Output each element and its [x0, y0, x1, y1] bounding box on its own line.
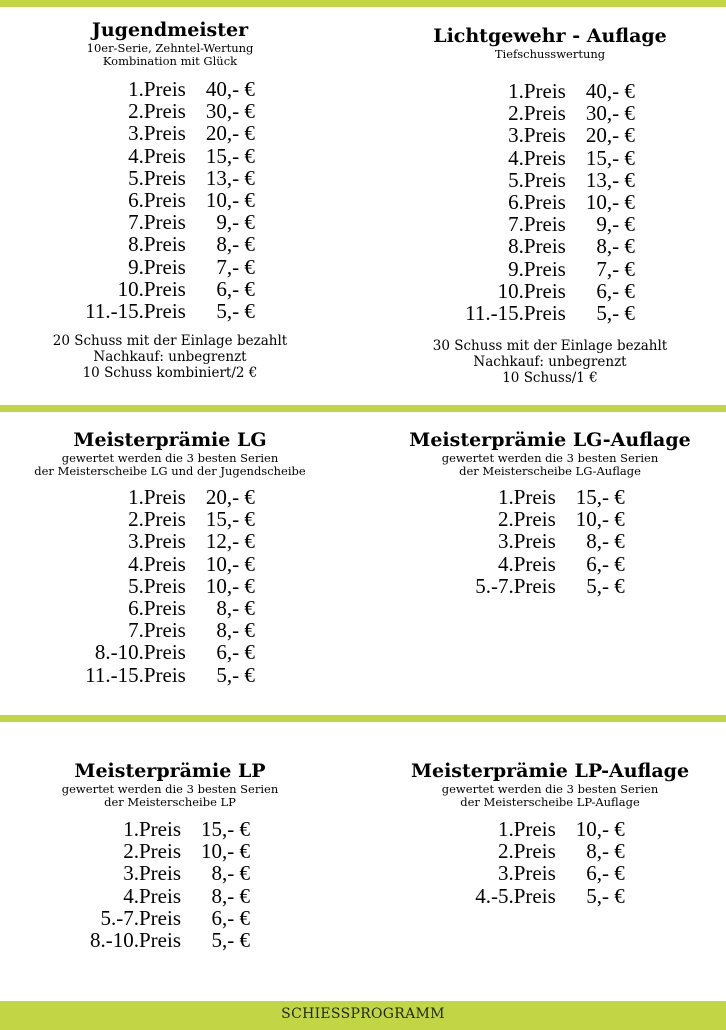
- prize-rank: 2.Preis: [498, 839, 556, 864]
- prize-row: [475, 508, 625, 530]
- prize-row: [90, 907, 250, 929]
- prize-row: [475, 486, 625, 508]
- section-divider-1: [0, 405, 726, 412]
- prize-amount: 10,- €: [575, 507, 625, 532]
- prize-rank: 3.Preis: [508, 123, 566, 148]
- prize-amount: 30,- €: [205, 99, 255, 124]
- prize-table: [90, 818, 250, 951]
- prize-rank: 2.Preis: [128, 99, 186, 124]
- prize-row: [85, 122, 255, 144]
- prize-rank: 11.-15.Preis: [85, 662, 186, 687]
- prize-row: [90, 840, 250, 862]
- prize-row: [85, 100, 255, 122]
- prize-amount: 5,- €: [596, 301, 635, 326]
- prize-rank: 5.-7.Preis: [475, 573, 556, 598]
- prize-amount: 20,- €: [205, 485, 255, 509]
- prize-amount: 7,- €: [216, 254, 255, 279]
- prize-row: [465, 147, 635, 169]
- footer-bar: SCHIESSPROGRAMM: [0, 1001, 726, 1030]
- prize-rank: 4.-5.Preis: [475, 883, 556, 908]
- prize-rank: 1.Preis: [498, 485, 556, 509]
- prize-rank: 5.-7.Preis: [100, 905, 181, 930]
- prize-row: [85, 553, 255, 575]
- prize-rank: 1.Preis: [123, 817, 181, 841]
- prize-rank: 8.Preis: [128, 232, 186, 257]
- prize-row: [85, 167, 255, 189]
- prize-rank: 4.Preis: [498, 551, 556, 576]
- section-subtitle: der Meisterscheibe LP-Auflage: [460, 795, 640, 809]
- prize-rank: 2.Preis: [498, 507, 556, 532]
- section-note: 10 Schuss kombiniert/2 €: [82, 365, 258, 382]
- prize-amount: 15,- €: [205, 507, 255, 532]
- prize-rank: 6.Preis: [508, 190, 566, 215]
- prize-rank: 7.Preis: [508, 212, 566, 237]
- prize-amount: 6,- €: [596, 278, 635, 303]
- prize-rank: 3.Preis: [123, 861, 181, 886]
- prize-amount: 6,- €: [586, 861, 625, 886]
- prize-rank: 6.Preis: [128, 188, 186, 213]
- prize-row: [85, 211, 255, 233]
- prize-rank: 4.Preis: [128, 551, 186, 576]
- prize-rank: 8.-10.Preis: [94, 640, 186, 665]
- prize-amount: 40,- €: [205, 77, 255, 101]
- section-title: Meisterprämie LP-Auflage: [410, 760, 690, 782]
- prize-rank: 7.Preis: [128, 210, 186, 235]
- prize-row: [465, 102, 635, 124]
- prize-amount: 40,- €: [585, 79, 635, 103]
- prize-amount: 6,- €: [216, 276, 255, 301]
- section-subtitle: gewertet werden die 3 besten Serien: [441, 451, 659, 465]
- prize-row: [465, 258, 635, 280]
- prize-amount: 5,- €: [216, 299, 255, 324]
- prize-amount: 5,- €: [211, 928, 250, 953]
- prize-rank: 8.-10.Preis: [90, 928, 181, 953]
- prize-amount: 8,- €: [586, 529, 625, 554]
- section-title: Lichtgewehr - Auflage: [433, 25, 667, 47]
- prize-row: [85, 575, 255, 597]
- prize-amount: 6,- €: [586, 551, 625, 576]
- section-subtitle: 10er-Serie, Zehntel-Wertung: [86, 41, 254, 55]
- section-title: Meisterprämie LG: [73, 429, 267, 451]
- section-subtitle: der Meisterscheibe LP: [104, 795, 236, 809]
- prize-table: [475, 818, 625, 907]
- section-subtitle: Kombination mit Glück: [102, 54, 238, 68]
- prize-amount: 8,- €: [216, 232, 255, 257]
- section-meisterpraemie-lp-auflage: [372, 759, 726, 907]
- prize-amount: 8,- €: [216, 618, 255, 643]
- prize-amount: 20,- €: [585, 123, 635, 148]
- prize-rank: 10.Preis: [117, 276, 186, 301]
- prize-row: [465, 191, 635, 213]
- prize-row: [465, 235, 635, 257]
- section-title: Meisterprämie LG-Auflage: [409, 429, 691, 451]
- section-jugendmeister: [0, 18, 340, 381]
- prize-row: [85, 300, 255, 322]
- prize-rank: 3.Preis: [498, 529, 556, 554]
- prize-rank: 11.-15.Preis: [465, 301, 566, 326]
- prize-rank: 4.Preis: [123, 883, 181, 908]
- section-subtitle: gewertet werden die 3 besten Serien: [441, 782, 659, 796]
- prize-row: [465, 213, 635, 235]
- prize-amount: 15,- €: [205, 143, 255, 168]
- prize-amount: 15,- €: [201, 817, 250, 841]
- prize-amount: 6,- €: [211, 905, 250, 930]
- prize-amount: 8,- €: [211, 883, 250, 908]
- section-lichtgewehr: [372, 24, 726, 386]
- prize-row: [85, 641, 255, 663]
- prize-amount: 7,- €: [596, 256, 635, 281]
- prize-row: [465, 124, 635, 146]
- section-subtitle: der Meisterscheibe LG-Auflage: [459, 464, 641, 478]
- prize-row: [85, 189, 255, 211]
- prize-amount: 10,- €: [201, 839, 250, 864]
- prize-amount: 5,- €: [216, 662, 255, 687]
- prize-rank: 2.Preis: [508, 101, 566, 126]
- section-subtitle: gewertet werden die 3 besten Serien: [61, 782, 279, 796]
- prize-rank: 3.Preis: [128, 529, 186, 554]
- prize-row: [465, 302, 635, 324]
- prize-row: [475, 862, 625, 884]
- prize-rank: 8.Preis: [508, 234, 566, 259]
- prize-rank: 5.Preis: [128, 165, 186, 190]
- prize-rank: 3.Preis: [128, 121, 186, 146]
- prize-rank: 4.Preis: [128, 143, 186, 168]
- prize-rank: 9.Preis: [508, 256, 566, 281]
- prize-rank: 6.Preis: [128, 596, 186, 621]
- prize-row: [475, 553, 625, 575]
- prize-rank: 2.Preis: [123, 839, 181, 864]
- prize-row: [475, 575, 625, 597]
- prize-amount: 10,- €: [205, 551, 255, 576]
- prize-rank: 3.Preis: [498, 861, 556, 886]
- prize-table: [475, 486, 625, 597]
- prize-row: [90, 862, 250, 884]
- prize-row: [85, 597, 255, 619]
- prize-rank: 5.Preis: [508, 167, 566, 192]
- prize-amount: 12,- €: [205, 529, 255, 554]
- prize-amount: 15,- €: [575, 485, 625, 509]
- section-note: Nachkauf: unbegrenzt: [93, 349, 247, 366]
- prize-rank: 10.Preis: [497, 278, 566, 303]
- section-divider-2: [0, 715, 726, 722]
- prize-table: [85, 78, 255, 322]
- section-subtitle: der Meisterscheibe LG und der Jugendscheibe: [34, 464, 306, 478]
- prize-row: [85, 530, 255, 552]
- section-meisterpraemie-lg-auflage: [372, 428, 726, 597]
- section-meisterpraemie-lg: [0, 428, 340, 686]
- prize-amount: 5,- €: [586, 573, 625, 598]
- prize-amount: 9,- €: [216, 210, 255, 235]
- prize-row: [465, 80, 635, 102]
- prize-amount: 13,- €: [205, 165, 255, 190]
- prize-amount: 8,- €: [211, 861, 250, 886]
- prize-rank: 7.Preis: [128, 618, 186, 643]
- prize-row: [90, 818, 250, 840]
- prize-row: [85, 145, 255, 167]
- prize-amount: 8,- €: [586, 839, 625, 864]
- section-title: Meisterprämie LP: [74, 760, 266, 782]
- section-subtitle: gewertet werden die 3 besten Serien: [61, 451, 279, 465]
- prize-amount: 30,- €: [585, 101, 635, 126]
- prize-amount: 13,- €: [585, 167, 635, 192]
- section-note: Nachkauf: unbegrenzt: [473, 354, 627, 371]
- prize-rank: 1.Preis: [128, 77, 186, 101]
- prize-rank: 1.Preis: [128, 485, 186, 509]
- prize-rank: 11.-15.Preis: [85, 299, 186, 324]
- prize-row: [475, 840, 625, 862]
- prize-amount: 20,- €: [205, 121, 255, 146]
- prize-rank: 2.Preis: [128, 507, 186, 532]
- prize-row: [85, 486, 255, 508]
- prize-row: [465, 169, 635, 191]
- prize-amount: 8,- €: [216, 596, 255, 621]
- top-accent-bar: [0, 0, 726, 7]
- prize-amount: 5,- €: [586, 883, 625, 908]
- prize-rank: 9.Preis: [128, 254, 186, 279]
- prize-rank: 5.Preis: [128, 573, 186, 598]
- section-title: Jugendmeister: [91, 19, 249, 41]
- prize-amount: 15,- €: [585, 145, 635, 170]
- prize-row: [85, 508, 255, 530]
- section-meisterpraemie-lp: [0, 759, 340, 951]
- prize-row: [85, 619, 255, 641]
- prize-row: [85, 233, 255, 255]
- section-note: 30 Schuss mit der Einlage bezahlt: [432, 338, 668, 355]
- prize-amount: 6,- €: [216, 640, 255, 665]
- prize-rank: 1.Preis: [498, 817, 556, 841]
- prize-row: [465, 280, 635, 302]
- prize-amount: 10,- €: [585, 190, 635, 215]
- prize-row: [85, 256, 255, 278]
- prize-row: [475, 885, 625, 907]
- section-note: 20 Schuss mit der Einlage bezahlt: [52, 333, 288, 350]
- prize-rank: 1.Preis: [508, 79, 566, 103]
- prize-amount: 9,- €: [596, 212, 635, 237]
- prize-table: [85, 486, 255, 686]
- section-subtitle: Tiefschusswertung: [494, 47, 606, 61]
- prize-table: [465, 80, 635, 324]
- prize-row: [90, 885, 250, 907]
- prize-row: [85, 278, 255, 300]
- prize-amount: 10,- €: [205, 573, 255, 598]
- prize-amount: 10,- €: [205, 188, 255, 213]
- prize-rank: 4.Preis: [508, 145, 566, 170]
- prize-row: [475, 530, 625, 552]
- prize-amount: 8,- €: [596, 234, 635, 259]
- prize-row: [85, 78, 255, 100]
- prize-amount: 10,- €: [575, 817, 625, 841]
- prize-row: [90, 929, 250, 951]
- prize-row: [85, 664, 255, 686]
- prize-row: [475, 818, 625, 840]
- section-note: 10 Schuss/1 €: [502, 370, 598, 387]
